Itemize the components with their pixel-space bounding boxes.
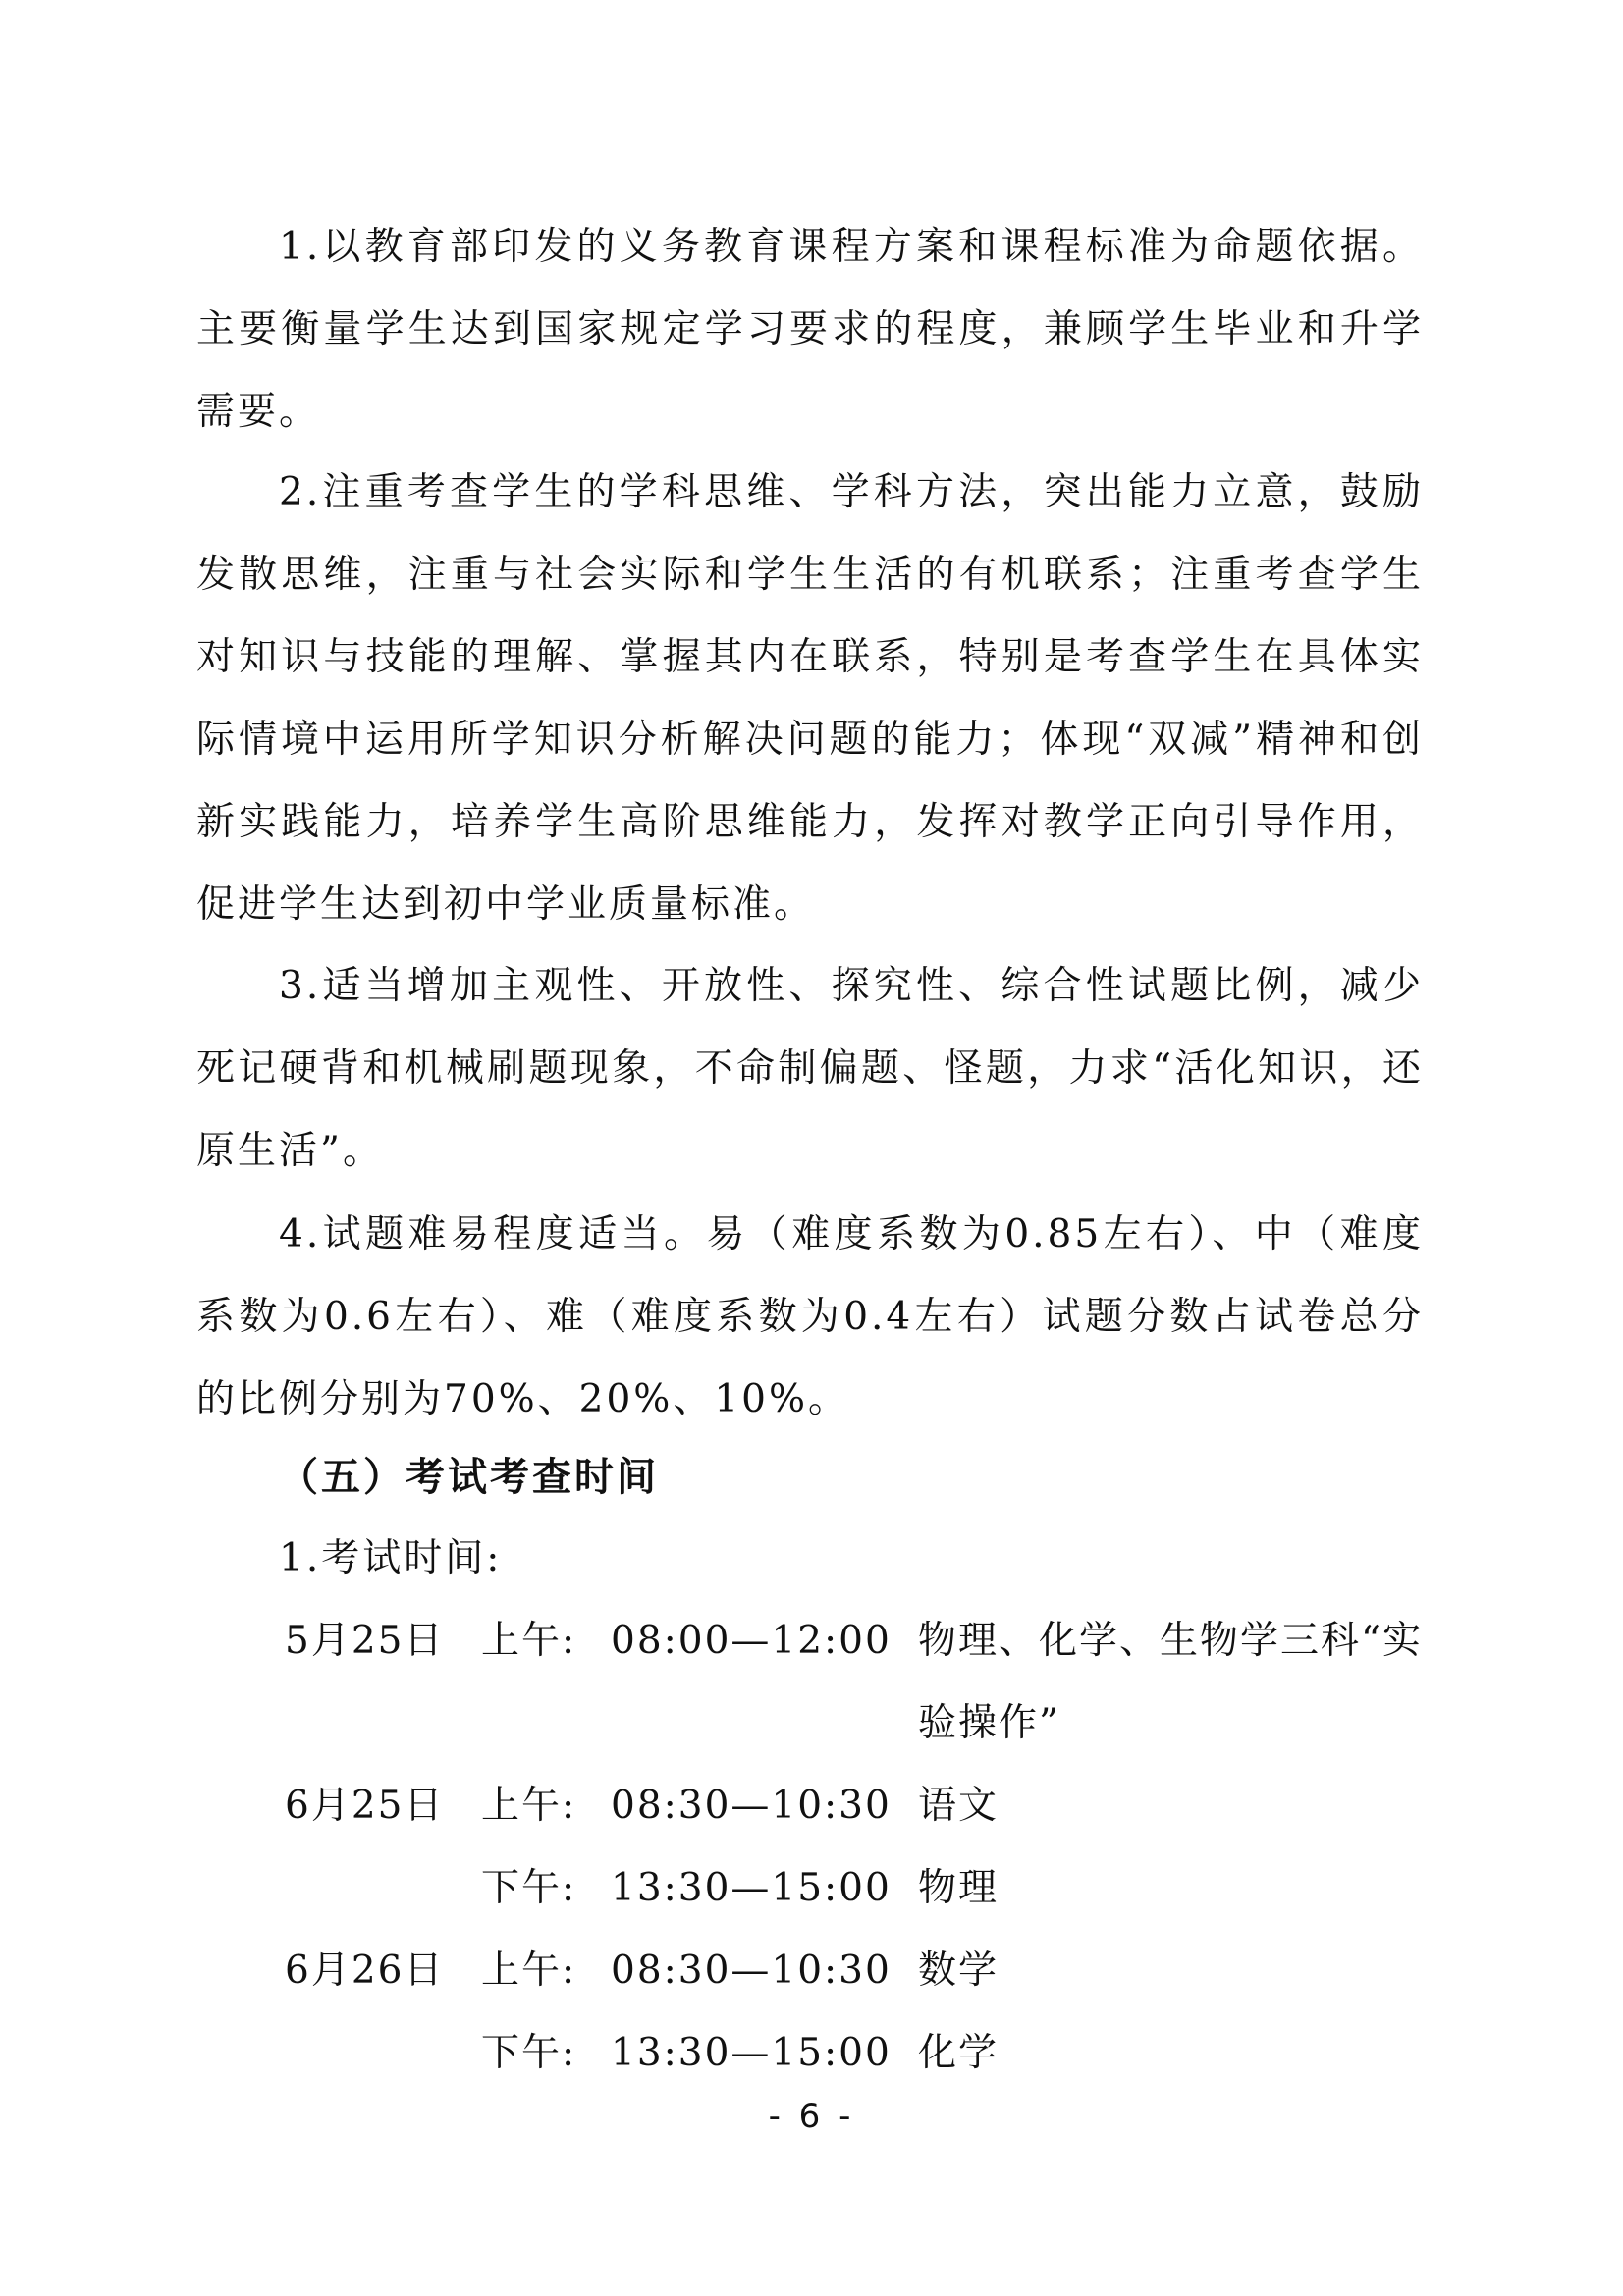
schedule-time: 08:30—10:30: [611, 1784, 892, 1828]
schedule-period: 上午:: [481, 1619, 577, 1663]
schedule-row: [0, 1930, 1623, 2012]
schedule-time: 13:30—15:00: [611, 2031, 892, 2075]
paragraph-4: 4.试题难易程度适当。易（难度系数为0.85左右）、中（难度系数为0.6左右）、难（难度系数为0.4左右）试题分数占试卷总分的比例分别为70%、20%、10%。: [196, 1212, 1424, 1421]
schedule-date: 6月26日: [285, 1949, 445, 1993]
schedule-period: 上午:: [481, 1784, 577, 1828]
schedule-row: [0, 2012, 1623, 2095]
schedule-row: [0, 1600, 1623, 1745]
paragraph-2: 2.注重考查学生的学科思维、学科方法，突出能力立意，鼓励发散思维，注重与社会实际和学生生活的有机联系；注重考查学生对知识与技能的理解、掌握其内在联系，特别是考查学生在具体实际情境中运用所学知识分析解决问题的能力；体现“双减”精神和创新实践能力，培养学生高阶思维能力，发挥对教学正向引导作用，促进学生达到初中学业质量标准。: [196, 470, 1424, 927]
schedule-time: 08:30—10:30: [611, 1949, 892, 1993]
schedule-subject: 化学: [918, 2031, 1000, 2075]
schedule-subject: 语文: [918, 1784, 1000, 1828]
schedule-subject: 物理、化学、生物学三科“实验操作”: [918, 1619, 1423, 1745]
schedule-row: [0, 1765, 1623, 1847]
sub-heading: 1.考试时间:: [279, 1536, 503, 1580]
page-number: - 6 -: [768, 2097, 855, 2136]
schedule-date: 5月25日: [285, 1619, 445, 1663]
schedule-subject: 数学: [918, 1949, 1000, 1993]
schedule-subject: 物理: [918, 1866, 1000, 1910]
paragraph-3: 3.适当增加主观性、开放性、探究性、综合性试题比例，减少死记硬背和机械刷题现象，不命制偏题、怪题，力求“活化知识，还原生活”。: [196, 964, 1424, 1173]
schedule-row: [0, 1847, 1623, 1930]
paragraph-1: 1.以教育部印发的义务教育课程方案和课程标准为命题依据。主要衡量学生达到国家规定学习要求的程度，兼顾学生毕业和升学需要。: [196, 225, 1424, 434]
schedule-time: 13:30—15:00: [611, 1866, 892, 1910]
schedule-time: 08:00—12:00: [611, 1619, 892, 1663]
schedule-date: 6月25日: [285, 1784, 445, 1828]
section-heading: （五）考试考查时间: [279, 1455, 659, 1500]
schedule-period: 下午:: [481, 2031, 577, 2075]
schedule-period: 上午:: [481, 1949, 577, 1993]
schedule-period: 下午:: [481, 1866, 577, 1910]
